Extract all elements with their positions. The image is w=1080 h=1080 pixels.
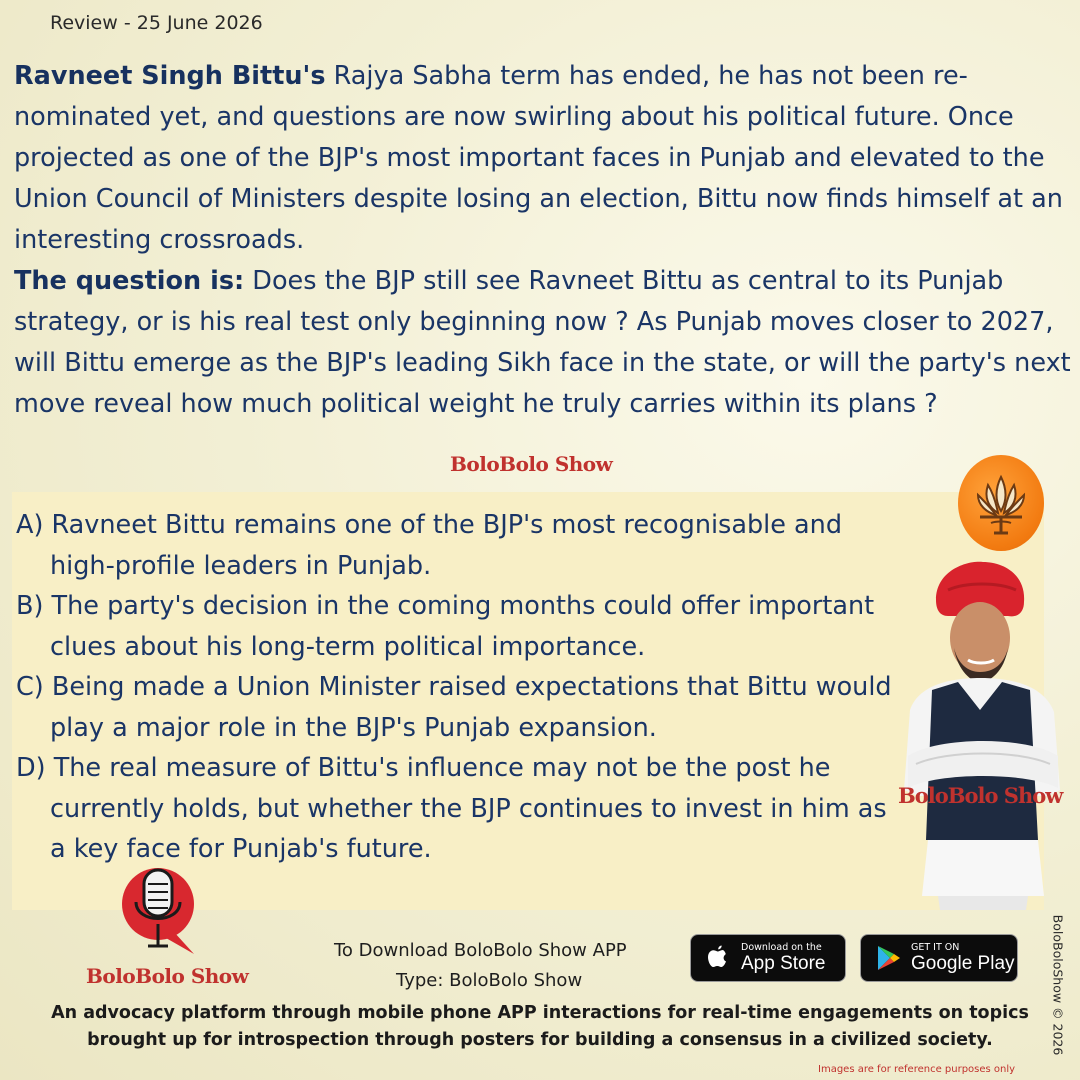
option-c[interactable]: C) Being made a Union Minister raised expectations that Bittu would play a major role in the BJP's Punjab expansion. [16,672,892,743]
question-text: Does the BJP still see Ravneet Bittu as central to its Punjab strategy, or is his real test only beginning now ? As Punjab moves closer to 2027, will Bittu emerge as the BJP's leading Sikh face in the state, or will the party's next move reveal how much political weight he truly carries within its plans ? [14,266,1071,419]
copyright-text: BoloBoloShow © 2026 [1050,914,1066,1056]
option-d[interactable]: D) The real measure of Bittu's influence may not be the post he currently holds, but whether the BJP continues to invest in him as a key face for Punjab's future. [16,753,887,864]
question-paragraph [14,261,1074,425]
copyright-notice [1047,910,1069,1060]
question-label: The question is: [14,266,245,296]
brand-footer: BoloBolo Show [86,964,249,988]
review-date: Review - 25 June 2026 [50,12,263,34]
options-list [16,505,906,870]
google-play-caption: GET IT ON [911,941,960,953]
download-search-hint: Type: BoloBolo Show [396,970,583,991]
option-b[interactable]: B) The party's decision in the coming months could offer important clues about his long-term political importance. [16,591,875,662]
leader-photo [898,560,1068,912]
lead-name: Ravneet Singh Bittu's [14,61,326,91]
app-store-button[interactable] [690,934,846,982]
brand-watermark: BoloBolo Show [450,452,613,476]
google-play-icon [871,941,905,975]
app-store-caption: Download on the [741,941,822,953]
google-play-button[interactable] [860,934,1018,982]
intro-paragraph [14,56,1074,261]
app-store-label: App Store [741,952,826,974]
option-a[interactable]: A) Ravneet Bittu remains one of the BJP's most recognisable and high-profile leaders in Punjab. [16,510,843,581]
image-disclaimer: Images are for reference purposes only [818,1064,1016,1075]
microphone-icon [118,862,200,962]
download-instruction: To Download BoloBolo Show APP [334,940,627,961]
lead-text: Rajya Sabha term has ended, he has not been re-nominated yet, and questions are now swirling about his political future. Once projected as one of the BJP's most important faces in Punjab and elevated to the Union Council of Ministers despite losing an election, Bittu now finds himself at an interesting crossroads. [14,61,1063,255]
intro-text [14,56,1074,425]
brand-overlay: BoloBolo Show [898,783,1063,808]
apple-icon [701,941,735,975]
platform-tagline: An advocacy platform through mobile phone APP interactions for real-time engagements on topics brought up for introspection through posters for building a consensus in a civilized society. [51,1003,1029,1050]
google-play-label: Google Play [911,952,1015,974]
lotus-icon [958,455,1044,551]
